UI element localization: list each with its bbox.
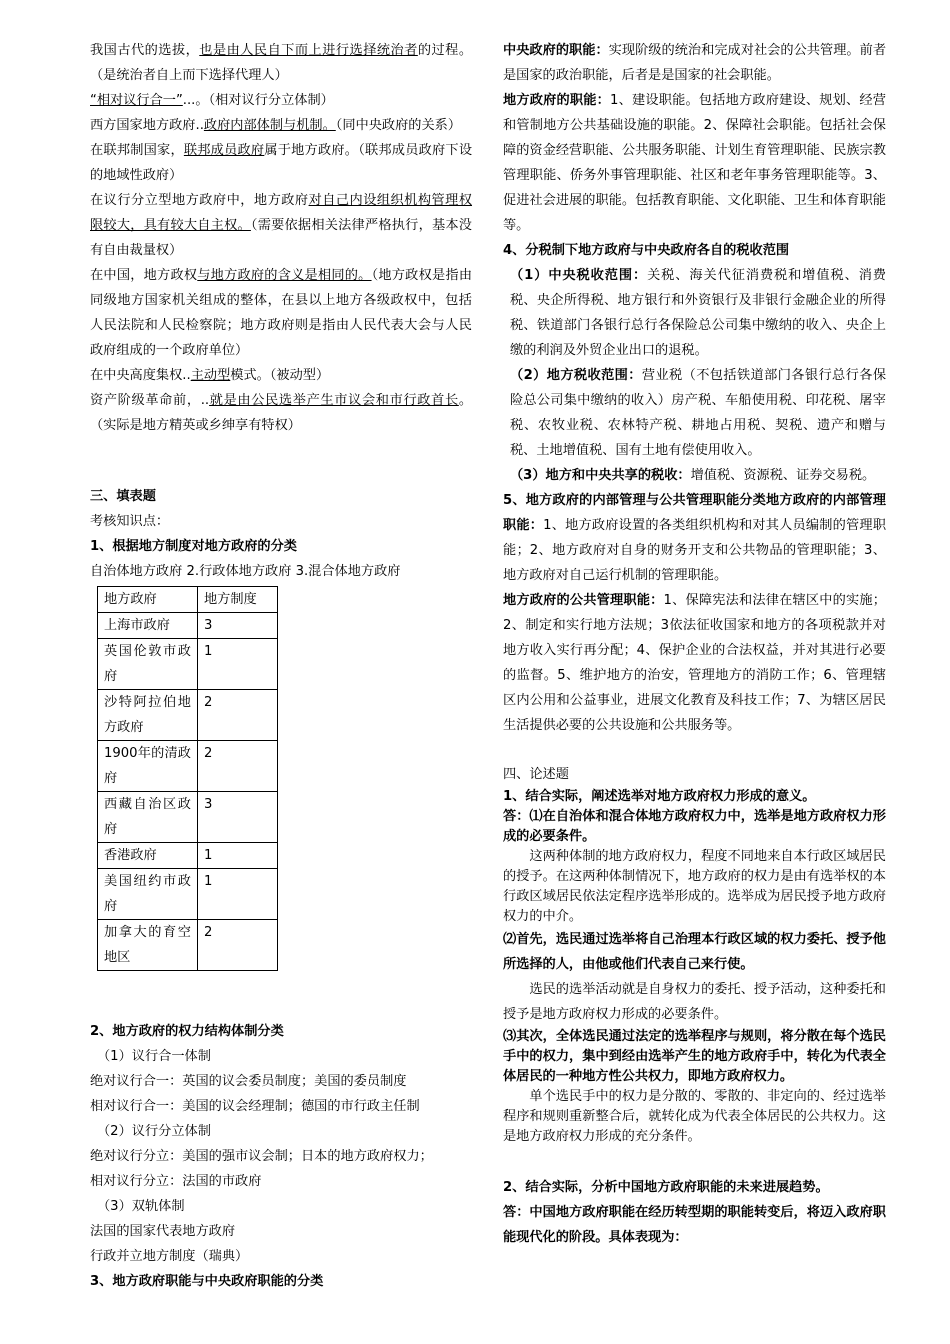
question-1: 1、结合实际，阐述选举对地方政府权力形成的意义。: [503, 789, 816, 804]
table-cell: 上海市政府: [98, 613, 198, 639]
text: 模式。（被动型）: [230, 368, 330, 383]
paragraph-central-functions: [503, 38, 886, 88]
underlined-text: 政府内部体制与机制。: [203, 118, 336, 133]
paragraph-shared-tax: [503, 463, 886, 488]
list-item: 绝对议行合一：英国的议会委员制度；美国的委员制度: [90, 1074, 407, 1089]
bold-label: （1）中央税收范围：: [510, 268, 648, 283]
answer-1-body: 这两种体制的地方政府权力，程度不同地来自本行政区域居民的授予。在这两种体制情况下，地方政府的权力是由有选举权的本行政区域居民依法定程序选举形成的。选举成为居民授予地方政府权力的中介。: [503, 849, 886, 924]
text: 属于地方政府。（联邦成员政府下设的地域性政府）: [90, 143, 473, 183]
paragraph-federal: [90, 138, 472, 188]
text: 在中国，地方政权: [90, 268, 198, 283]
paragraph-internal-management: [503, 488, 886, 588]
table-cell: 1: [198, 639, 278, 690]
answer-2-body: 选民的选举活动就是自身权力的委托、授予活动，这种委托和授予是地方政府权力形成的必要条件。: [503, 982, 886, 1022]
local-government-table: [97, 586, 278, 971]
table-cell: 沙特阿拉伯地方政府: [98, 690, 198, 741]
paragraph-public-management: [503, 588, 886, 738]
list-item: 行政并立地方制度（瑞典）: [90, 1249, 249, 1264]
table-cell: 1: [198, 869, 278, 920]
underlined-text: 对自己内设组织机构管理权限较大，具有较大自主权。: [90, 193, 473, 233]
answer-2-head: ⑵首先，选民通过选举将自己治理本行政区域的权力委托、授予他所选择的人，由他或他们代表自己来行使。: [503, 932, 886, 972]
text: 在联邦制国家，: [90, 143, 184, 158]
text: 西方国家地方政府..: [90, 118, 204, 133]
underlined-text: 主动型: [190, 368, 231, 383]
list-item: 相对议行合一：美国的议会经理制；德国的市行政主任制: [90, 1099, 420, 1114]
heading-tax-scope: 4、分税制下地方政府与中央政府各自的税收范围: [503, 243, 790, 258]
table-header: 地方政府: [98, 587, 198, 613]
table-row: [98, 690, 278, 741]
answer-4-head: 答：中国地方政府职能在经历转型期的职能转变后，将迈入政府职能现代化的阶段。具体表现为：: [503, 1205, 886, 1245]
table-cell: 2: [198, 690, 278, 741]
answer-3-body: 单个选民手中的权力是分散的、零散的、非定向的、经过选举程序和规则重新整合后，就转化成为代表全体居民的公共权力。这是地方政府权力形成的充分条件。: [503, 1089, 886, 1144]
paragraph-bourgeois: [90, 388, 472, 438]
text: 营业税（不包括铁道部门各银行总行各保险总公司集中缴纳的收入）房产税、车船使用税、印花税、屠宰税、农牧业税、农林特产税、耕地占用税、契税、遗产和赠与税、土地增值税、国有土地有偿使用收入。: [510, 368, 887, 458]
bold-label: 5、地方政府的内部管理与公共管理职能分类地方政府的内部管理职能：: [503, 493, 886, 533]
heading-function-classification: 3、地方政府职能与中央政府职能的分类: [90, 1274, 324, 1289]
paragraph-relative-unity: [90, 88, 472, 113]
list-item: 相对议行分立：法国的市政府: [90, 1174, 262, 1189]
list-item: 法国的国家代表地方政府: [90, 1224, 236, 1239]
table-row: [98, 843, 278, 869]
table-row: [98, 741, 278, 792]
paragraph-ancient-selection: [90, 38, 472, 88]
list-item: （2）议行分立体制: [97, 1124, 211, 1139]
table-cell: 香港政府: [98, 843, 198, 869]
underlined-text: 也是由人民自下而上进行选择统治者: [199, 43, 418, 58]
table-cell: 3: [198, 613, 278, 639]
underlined-text: 就是由公民选举产生市议会和市行政首长: [209, 393, 459, 408]
table-header-row: [98, 587, 278, 613]
underlined-text: 与地方政府的含义是相同的。: [197, 268, 372, 283]
question-2: 2、结合实际，分析中国地方政府职能的未来进展趋势。: [503, 1180, 829, 1195]
table-row: [98, 792, 278, 843]
table-cell: 西藏自治区政府: [98, 792, 198, 843]
knowledge-points-label: 考核知识点：: [90, 514, 170, 529]
table-cell: 1900年的清政府: [98, 741, 198, 792]
table-row: [98, 613, 278, 639]
text: 的过程。（是统治者自上而下选择代理人）: [90, 43, 473, 83]
paragraph-china-regime: [90, 263, 472, 363]
table-cell: 2: [198, 741, 278, 792]
text: 资产阶级革命前，..: [90, 393, 210, 408]
heading-power-structure: 2、地方政府的权力结构体制分类: [90, 1024, 284, 1039]
table-row: [98, 639, 278, 690]
bold-label: 地方政府的公共管理职能：: [503, 593, 664, 608]
paragraph-local-functions: [503, 88, 886, 238]
text: （地方政权是指由同级地方国家机关组成的整体，在县以上地方各级政权中，包括人民法院和人民检察院；地方政府则是指由人民代表大会与人民政府组成的一个政府单位）: [90, 268, 473, 358]
answer-1-head: 答：⑴在自治体和混合体地方政府权力中，选举是地方政府权力形成的必要条件。: [503, 809, 886, 844]
text: （需要依据相关法律严格执行，基本没有自由裁量权）: [90, 218, 472, 258]
right-column: [503, 38, 886, 1250]
text: ...。（相对议行分立体制）: [182, 93, 334, 108]
text: 关税、海关代征消费税和增值税、消费税、央企所得税、地方银行和外资银行及非银行金融企业的所得税、铁道部门各银行总行各保险总公司集中缴纳的收入、央企上缴的利润及外贸企业出口的退税。: [510, 268, 886, 358]
list-item: （1）议行合一体制: [97, 1049, 211, 1064]
text: 1、保障宪法和法律在辖区中的实施；2、制定和实行地方法规；3依法征收国家和地方的各项税款并对地方收入实行再分配；4、保护企业的合法权益，并对其进行必要的监督。5、维护地方的治安，管理地方的消防工作；6、管理辖区内公用和公益事业，进展文化教育及科技工作；7、为辖区居民生活提供必要的公共设施和公共服务等。: [503, 593, 886, 733]
text: 在中央高度集权..: [90, 368, 191, 383]
text: 。（实际是地方精英或乡绅享有特权）: [90, 393, 473, 433]
paragraph-centralization: [90, 363, 472, 388]
text: 1、建设职能。包括地方政府建设、规划、经营和管制地方公共基础设施的职能。2、保障社会职能。包括社会保障的资金经营职能、公共服务职能、计划生育管理职能、民族宗教管理职能、侨务外事管理职能、社区和老年事务管理职能等。3、促进社会进展的职能。包括教育职能、文化职能、卫生和体育职能等。: [503, 93, 886, 233]
classification-options: 自治体地方政府 2.行政体地方政府 3.混合体地方政府: [90, 564, 401, 579]
list-item: （3）双轨体制: [97, 1199, 185, 1214]
list-item: 绝对议行分立：美国的强市议会制；日本的地方政府权力；: [90, 1149, 433, 1164]
bold-label: 地方政府的职能：: [503, 93, 611, 108]
text: 1、地方政府设置的各类组织机构和对其人员编制的管理职能；2、地方政府对自身的财务开支和公共物品的管理职能；3、地方政府对自己运行机制的管理职能。: [503, 518, 887, 583]
answer-3-head: ⑶其次，全体选民通过法定的选举程序与规则，将分散在每个选民手中的权力，集中到经由选举产生的地方政府手中，转化为代表全体居民的一种地方性公共权力，即地方政府权力。: [503, 1029, 886, 1084]
section-title-fill-table: 三、填表题: [90, 489, 156, 504]
left-column: [90, 38, 472, 1294]
underlined-text: “相对议行合一”: [90, 93, 183, 108]
paragraph-central-tax: [503, 263, 886, 363]
heading-classification: 1、根据地方制度对地方政府的分类: [90, 539, 297, 554]
paragraph-local-tax: [503, 363, 886, 463]
text: （同中央政府的关系）: [335, 118, 462, 133]
text: 我国古代的选拔，: [90, 43, 200, 58]
table-row: [98, 869, 278, 920]
text: 实现阶级的统治和完成对社会的公共管理。前者是国家的政治职能，后者是是国家的社会职能。: [503, 43, 887, 83]
bold-label: （2）地方税收范围：: [510, 368, 642, 383]
table-cell: 英国伦敦市政府: [98, 639, 198, 690]
table-cell: 2: [198, 920, 278, 971]
table-cell: 3: [198, 792, 278, 843]
table-cell: 加拿大的育空地区: [98, 920, 198, 971]
table-row: [98, 920, 278, 971]
section-title-essay: 四、论述题: [503, 767, 569, 782]
table-cell: 美国纽约市政府: [98, 869, 198, 920]
table-header: 地方制度: [198, 587, 278, 613]
table-cell: 1: [198, 843, 278, 869]
paragraph-separation: [90, 188, 472, 263]
paragraph-western-local: [90, 113, 472, 138]
text: 增值税、资源税、证券交易税。: [690, 468, 876, 483]
underlined-text: 联邦成员政府: [183, 143, 265, 158]
bold-label: 中央政府的职能：: [503, 43, 609, 58]
bold-label: （3）地方和中央共享的税收：: [510, 468, 691, 483]
text: 在议行分立型地方政府中，地方政府: [90, 193, 309, 208]
